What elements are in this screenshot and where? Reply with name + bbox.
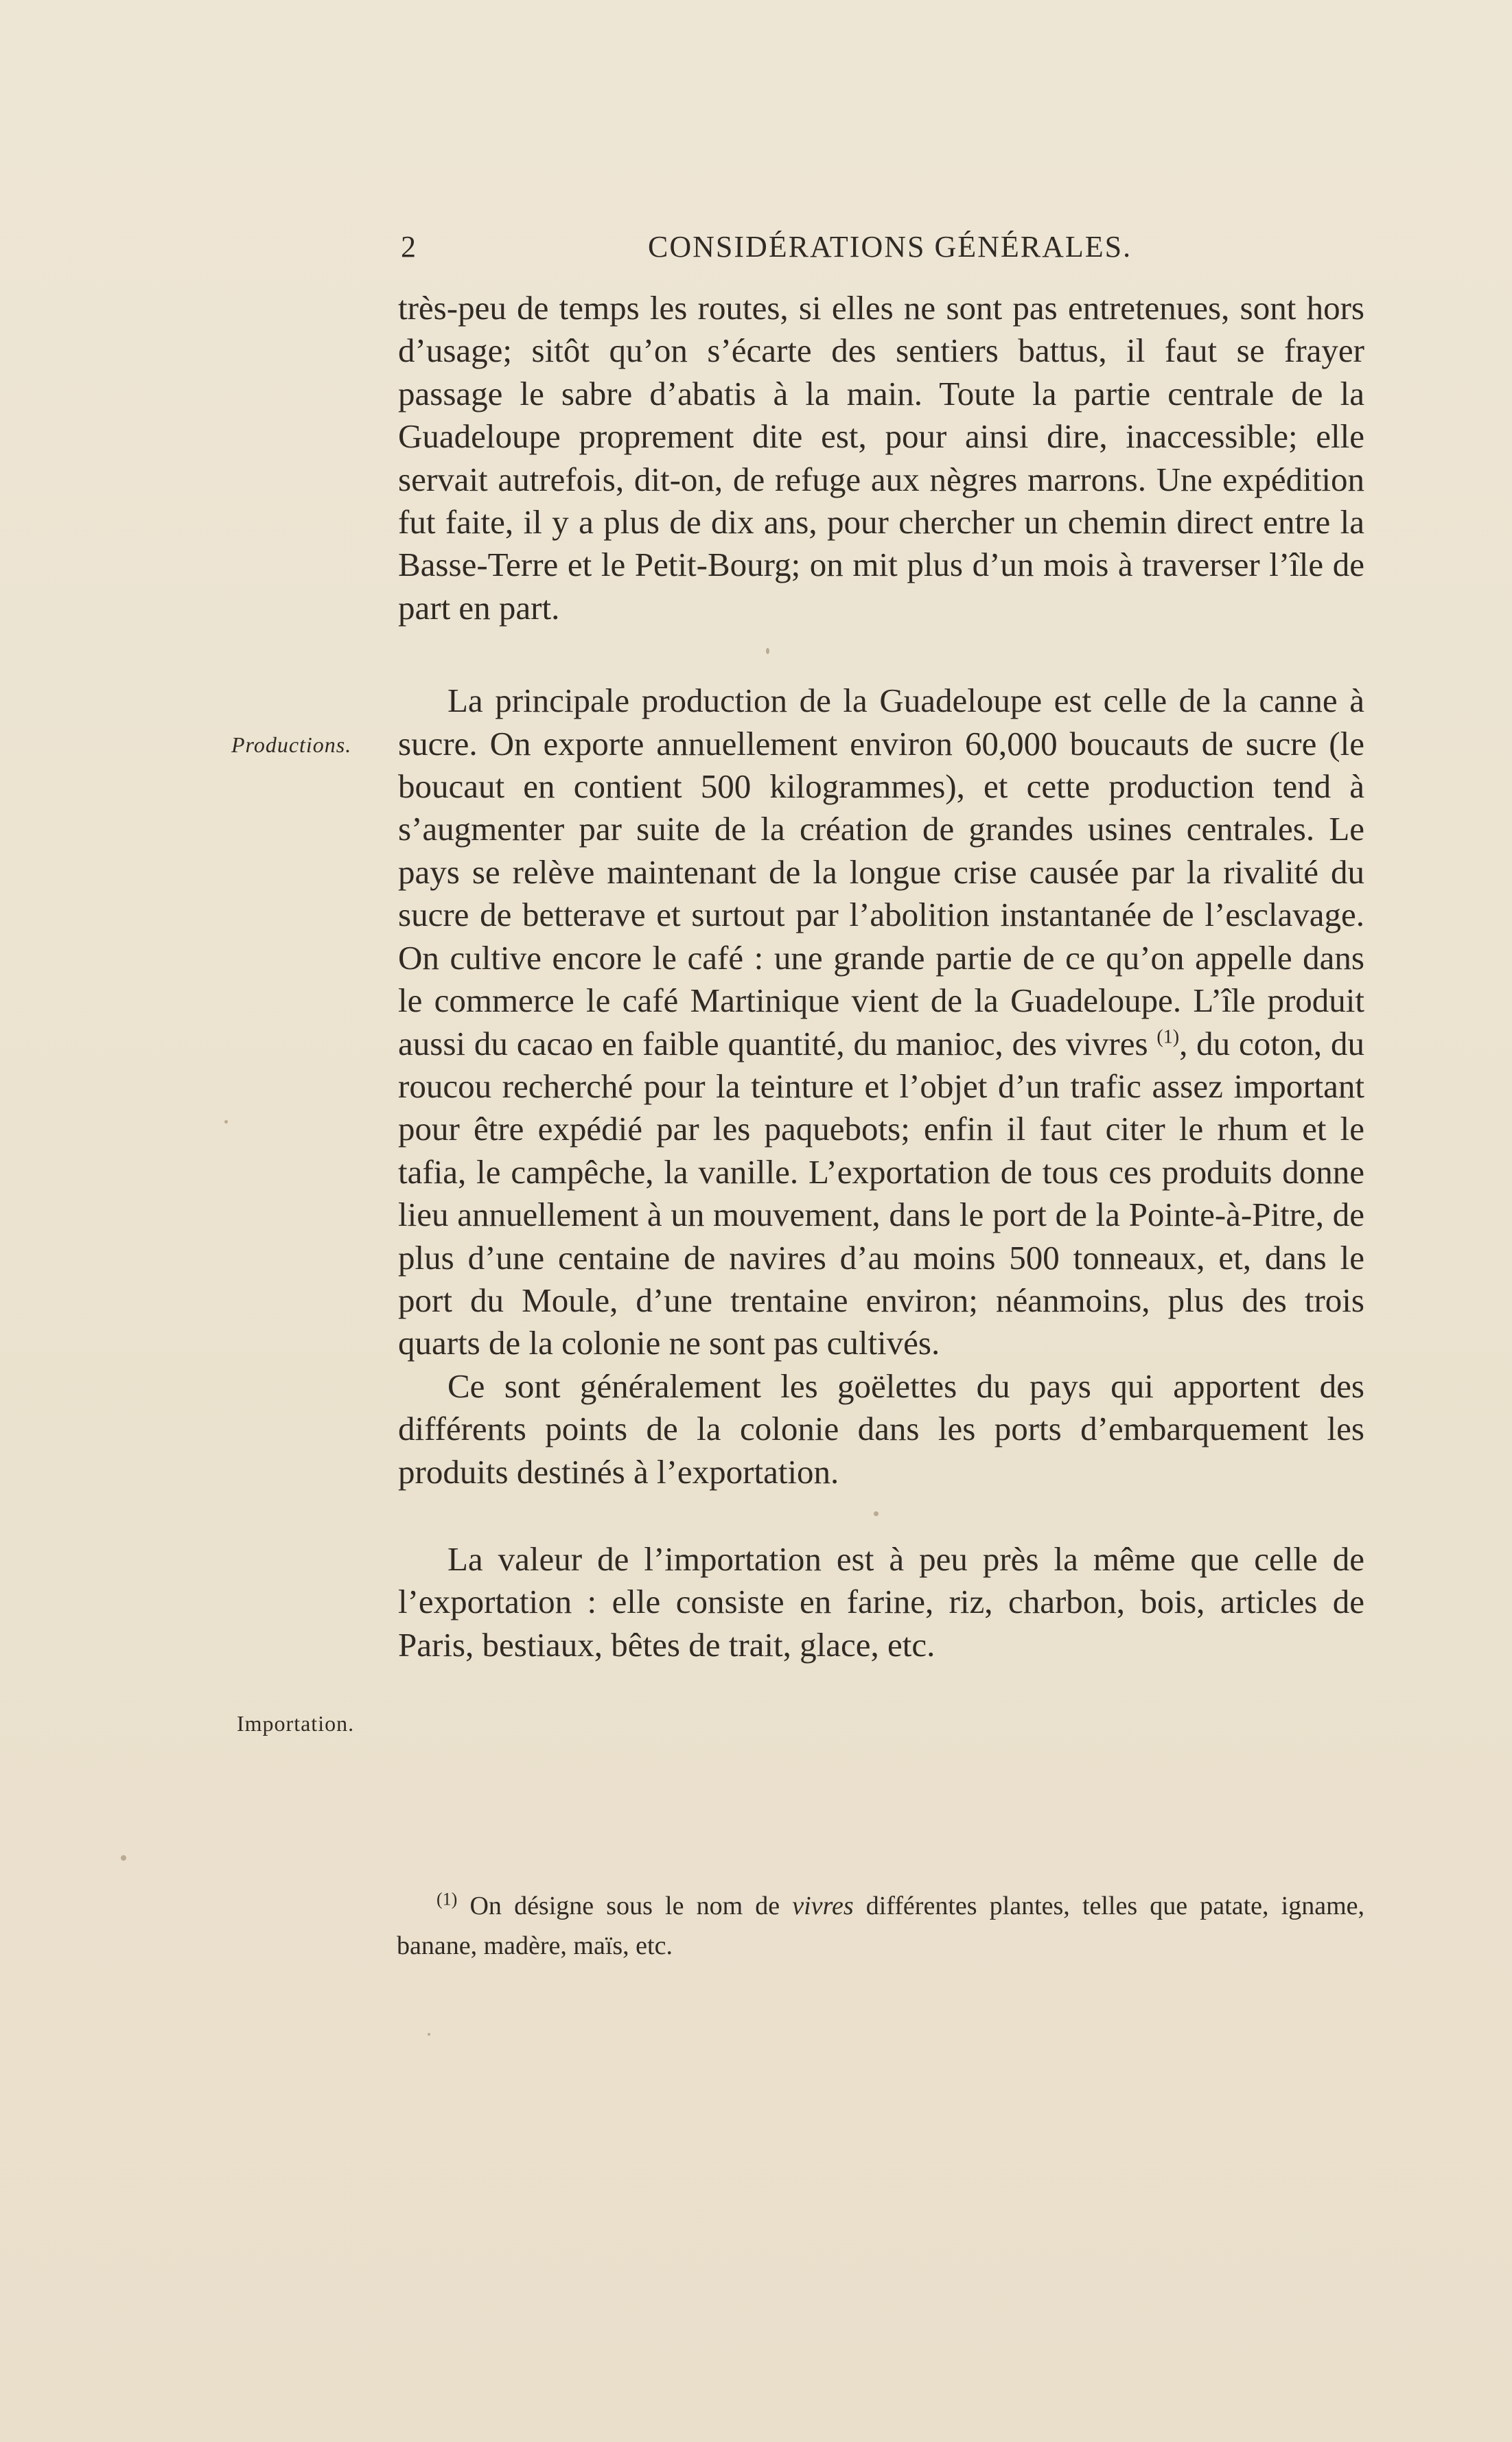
page-header — [401, 229, 1363, 270]
paper-speck — [874, 1511, 879, 1516]
footnote — [397, 1886, 1364, 1966]
footnote-text — [397, 1886, 1364, 1966]
paper-speck — [121, 1855, 126, 1861]
page-number: 2 — [401, 230, 417, 264]
paper-speck — [224, 1120, 228, 1124]
footnote-text-part1: On désigne sous le nom de — [469, 1892, 793, 1920]
footnote-text-part2: différentes plantes, telles que patate, igname, banane, madère, maïs, etc. — [397, 1892, 1364, 1960]
margin-note-productions: Productions. — [231, 732, 352, 757]
paragraph-importation: La valeur de l’importation est à peu près la même que celle de l’exportation : elle consiste en farine, riz, charbon, bois, articles de Paris, bestiaux, bêtes de trait, glace, etc. — [398, 1539, 1364, 1664]
paragraph-productions-part1: La principale production de la Guadeloupe est celle de la canne à sucre. On exporte annuellement environ 60,000 boucauts de sucre (le boucaut en contient 500 kilogrammes), et cette production tend à s’augmenter par suite de la création de grandes usines centrales. Le pays se relève maintenant de la longue crise causée par la rivalité du sucre de betterave et surtout par l’abolition instantanée de l’esclavage. On cultive encore le café : une grande partie de ce qu’on appelle dans le commerce le café Martinique vient de la Guadeloupe. L’île produit aussi du cacao en faible quantité, du manioc, des vivres — [398, 682, 1364, 1062]
margin-note-importation: Importation. — [237, 1711, 355, 1736]
paragraph-intro: très-peu de temps les routes, si elles ne sont pas entretenues, sont hors d’usage; sitôt qu’on s’écarte des sentiers battus, il faut se frayer passage le sabre d’abatis à la main. Toute la partie centrale de la Guadeloupe proprement dite est, pour ainsi dire, inaccessible; elle servait autrefois, dit-on, de refuge aux nègres marrons. Une expédition fut faite, il y a plus de dix ans, pour chercher un chemin direct entre la Basse-Terre et le Petit-Bourg; on mit plus d’un mois à traverser l’île de part en part. — [398, 289, 1364, 627]
paragraph-goelettes: Ce sont généralement les goëlettes du pays qui apportent des différents points de la colonie dans les ports d’embarquement les produits destinés à l’exportation. — [398, 1367, 1364, 1491]
body-text — [398, 287, 1364, 1666]
paragraph-productions — [398, 679, 1364, 1365]
running-title: CONSIDÉRATIONS GÉNÉRALES. — [648, 230, 1132, 264]
paper-speck — [766, 648, 769, 654]
footnote-reference: (1) — [1156, 1026, 1180, 1048]
footnote-mark: (1) — [437, 1889, 458, 1909]
paragraph-productions-part2: , du coton, du roucou recherché pour la teinture et l’objet d’un trafic assez important pour être expédié par les paquebots; enfin il faut citer le rhum et le tafia, le campêche, la vanille. L’exportation de tous ces produits donne lieu annuellement à un mouvement, dans le port de la Pointe-à-Pitre, de plus d’une centaine de navires d’au moins 500 tonneaux, et, dans le port du Moule, d’une trentaine environ; néanmoins, plus des trois quarts de la colonie ne sont pas cultivés. — [398, 1024, 1364, 1362]
paper-speck — [428, 2033, 430, 2036]
footnote-italic-term: vivres — [792, 1892, 854, 1920]
